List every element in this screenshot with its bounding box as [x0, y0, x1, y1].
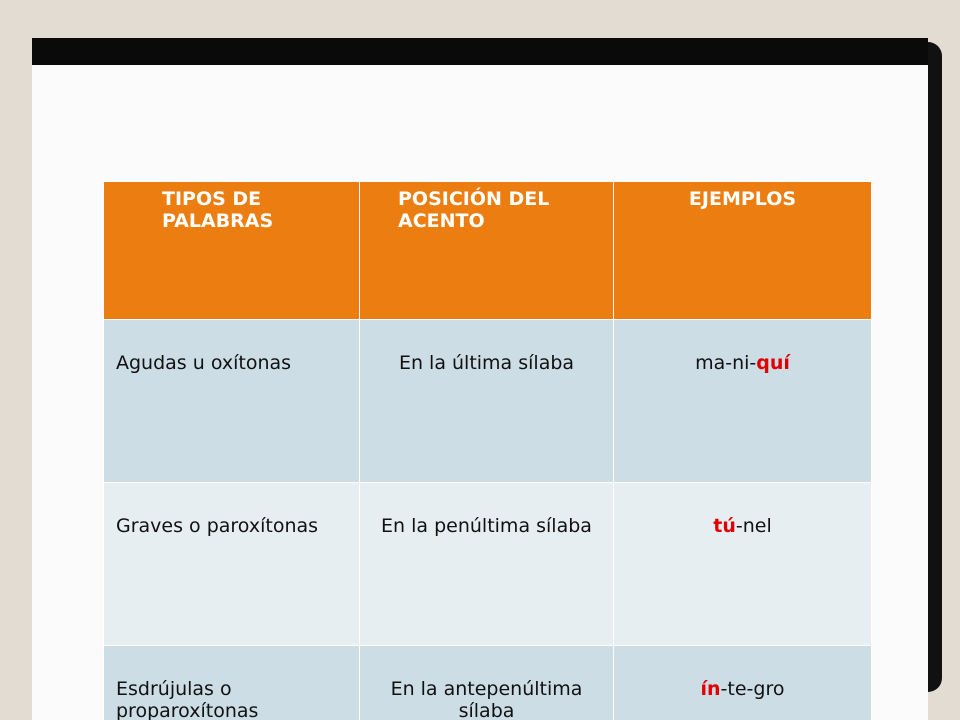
cell-tipo: Agudas u oxítonas [104, 320, 360, 483]
example-unstressed: -te-gro [720, 678, 785, 700]
table-row [104, 320, 872, 483]
example-stressed-syllable: tú [713, 515, 736, 537]
header-tipos: TIPOS DE PALABRAS [104, 182, 360, 320]
cell-posicion: En la última sílaba [360, 320, 614, 483]
table-row [104, 483, 872, 646]
table-row [104, 646, 872, 720]
cell-tipo: Esdrújulas o proparoxítonas [104, 646, 360, 720]
cell-tipo: Graves o paroxítonas [104, 483, 360, 646]
cell-ejemplo [614, 320, 872, 483]
slide [32, 38, 928, 720]
cell-ejemplo [614, 483, 872, 646]
cell-ejemplo [614, 646, 872, 720]
example-unstressed: -nel [735, 515, 772, 537]
cell-posicion: En la antepenúltima sílaba [360, 646, 614, 720]
slide-top-bar [32, 38, 928, 65]
header-posicion: POSICIÓN DEL ACENTO [360, 182, 614, 320]
example-unstressed: ma-ni- [695, 352, 757, 374]
accent-types-table [103, 181, 872, 720]
cell-posicion: En la penúltima sílaba [360, 483, 614, 646]
example-stressed-syllable: ín [700, 678, 721, 700]
header-ejemplos: EJEMPLOS [614, 182, 872, 320]
table-header-row [104, 182, 872, 320]
example-stressed-syllable: quí [756, 352, 790, 374]
